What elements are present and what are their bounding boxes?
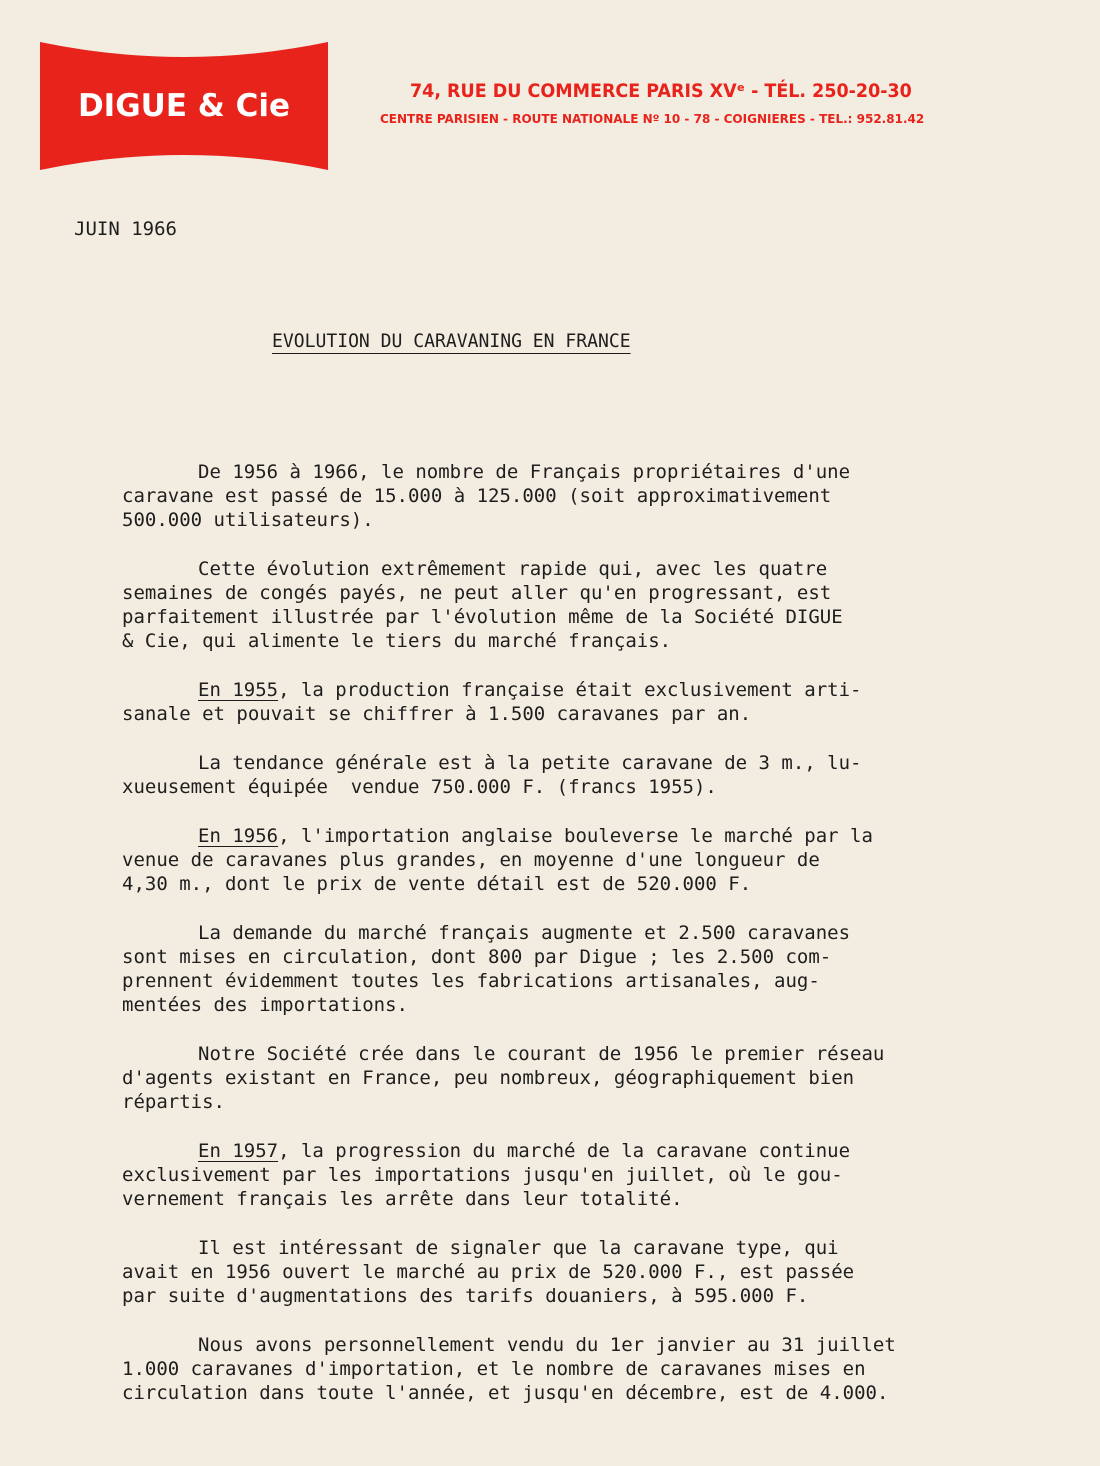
line-text: Notre Société crée dans le courant de 1956 le premier réseau — [198, 1043, 885, 1065]
company-secondary-address: CENTRE PARISIEN - ROUTE NATIONALE Nº 10 - 78 - COIGNIERES - TEL.: 952.81.42 — [380, 112, 925, 126]
paragraph — [122, 557, 1042, 653]
paragraph — [122, 824, 1042, 896]
paragraph-line — [122, 1284, 1042, 1308]
paragraph-line — [122, 1381, 1042, 1405]
line-text: par suite d'augmentations des tarifs douaniers, à 595.000 F. — [122, 1285, 809, 1307]
year-heading: En 1957 — [198, 1140, 279, 1162]
paragraph — [122, 460, 1042, 532]
paragraph-line — [122, 1163, 1042, 1187]
paragraph-line — [122, 605, 1042, 629]
line-text: venue de caravanes plus grandes, en moyenne d'une longueur de — [122, 849, 820, 871]
line-text: vernement français les arrête dans leur totalité. — [122, 1188, 683, 1210]
line-text: circulation dans toute l'année, et jusqu'en décembre, est de 4.000. — [122, 1382, 889, 1404]
line-text: parfaitement illustrée par l'évolution même de la Société DIGUE — [122, 606, 843, 628]
paragraph-line — [122, 1260, 1042, 1284]
paragraph — [122, 751, 1042, 799]
line-text: De 1956 à 1966, le nombre de Français propriétaires d'une — [198, 461, 851, 483]
line-text: Il est intéressant de signaler que la caravane type, qui — [198, 1237, 839, 1259]
paragraph-line — [122, 629, 1042, 653]
paragraph-line — [122, 702, 1042, 726]
line-text: exclusivement par les importations jusqu'en juillet, où le gou- — [122, 1164, 843, 1186]
paragraph-line — [122, 872, 1042, 896]
paragraph-line — [122, 1187, 1042, 1211]
document-body — [122, 460, 1042, 1430]
paragraph-line — [122, 581, 1042, 605]
line-text: 1.000 caravanes d'importation, et le nombre de caravanes mises en — [122, 1358, 866, 1380]
line-text: prennent évidemment toutes les fabrications artisanales, aug- — [122, 970, 820, 992]
paragraph-line — [122, 848, 1042, 872]
line-text: Cette évolution extrêmement rapide qui, avec les quatre — [198, 558, 828, 580]
paragraph-line — [122, 1042, 1042, 1066]
document-date: JUIN 1966 — [74, 218, 177, 240]
paragraph-line — [122, 1357, 1042, 1381]
paragraph — [122, 1042, 1042, 1114]
paragraph-line — [122, 751, 1042, 775]
paragraph-line — [122, 1139, 1042, 1163]
line-text: Nous avons personnellement vendu du 1er janvier au 31 juillet — [198, 1334, 896, 1356]
paragraph-line — [122, 508, 1042, 532]
line-text: 500.000 utilisateurs). — [122, 509, 374, 531]
paragraph — [122, 1139, 1042, 1211]
logo-text: DIGUE & Cie — [77, 88, 291, 124]
paragraph-line — [122, 460, 1042, 484]
line-text: semaines de congés payés, ne peut aller qu'en progressant, est — [122, 582, 832, 604]
line-text: La tendance générale est à la petite caravane de 3 m., lu- — [198, 752, 862, 774]
line-text: 4,30 m., dont le prix de vente détail est de 520.000 F. — [122, 873, 752, 895]
paragraph-line — [122, 1066, 1042, 1090]
line-text: avait en 1956 ouvert le marché au prix de 520.000 F., est passée — [122, 1261, 855, 1283]
paragraph-line — [122, 921, 1042, 945]
document-title: EVOLUTION DU CARAVANING EN FRANCE — [272, 330, 631, 352]
paragraph-line — [122, 969, 1042, 993]
paragraph — [122, 921, 1042, 1017]
line-text: , la progression du marché de la caravane continue — [278, 1140, 851, 1162]
paragraph-line — [122, 557, 1042, 581]
paragraph-line — [122, 775, 1042, 799]
paragraph-line — [122, 824, 1042, 848]
year-heading: En 1955 — [198, 679, 279, 701]
paragraph-line — [122, 1090, 1042, 1114]
paragraph-line — [122, 1236, 1042, 1260]
line-text: , l'importation anglaise bouleverse le marché par la — [278, 825, 873, 847]
paragraph-line — [122, 484, 1042, 508]
line-text: répartis. — [122, 1091, 225, 1113]
line-text: caravane est passé de 15.000 à 125.000 (soit approximativement — [122, 485, 832, 507]
line-text: d'agents existant en France, peu nombreux, géographiquement bien — [122, 1067, 855, 1089]
line-text: sont mises en circulation, dont 800 par Digue ; les 2.500 com- — [122, 946, 832, 968]
paragraph — [122, 1333, 1042, 1405]
line-text: La demande du marché français augmente et 2.500 caravanes — [198, 922, 851, 944]
line-text: sanale et pouvait se chiffrer à 1.500 caravanes par an. — [122, 703, 752, 725]
year-heading: En 1956 — [198, 825, 279, 847]
paragraph-line — [122, 945, 1042, 969]
paragraph — [122, 678, 1042, 726]
company-logo — [40, 42, 328, 170]
paragraph — [122, 1236, 1042, 1308]
line-text: , la production française était exclusivement arti- — [278, 679, 862, 701]
line-text: xueusement équipée vendue 750.000 F. (francs 1955). — [122, 776, 717, 798]
line-text: mentées des importations. — [122, 994, 408, 1016]
paragraph-line — [122, 678, 1042, 702]
company-address: 74, RUE DU COMMERCE PARIS XVᵉ - TÉL. 250-20-30 — [410, 80, 912, 102]
paragraph-line — [122, 1333, 1042, 1357]
line-text: & Cie, qui alimente le tiers du marché français. — [122, 630, 672, 652]
paragraph-line — [122, 993, 1042, 1017]
